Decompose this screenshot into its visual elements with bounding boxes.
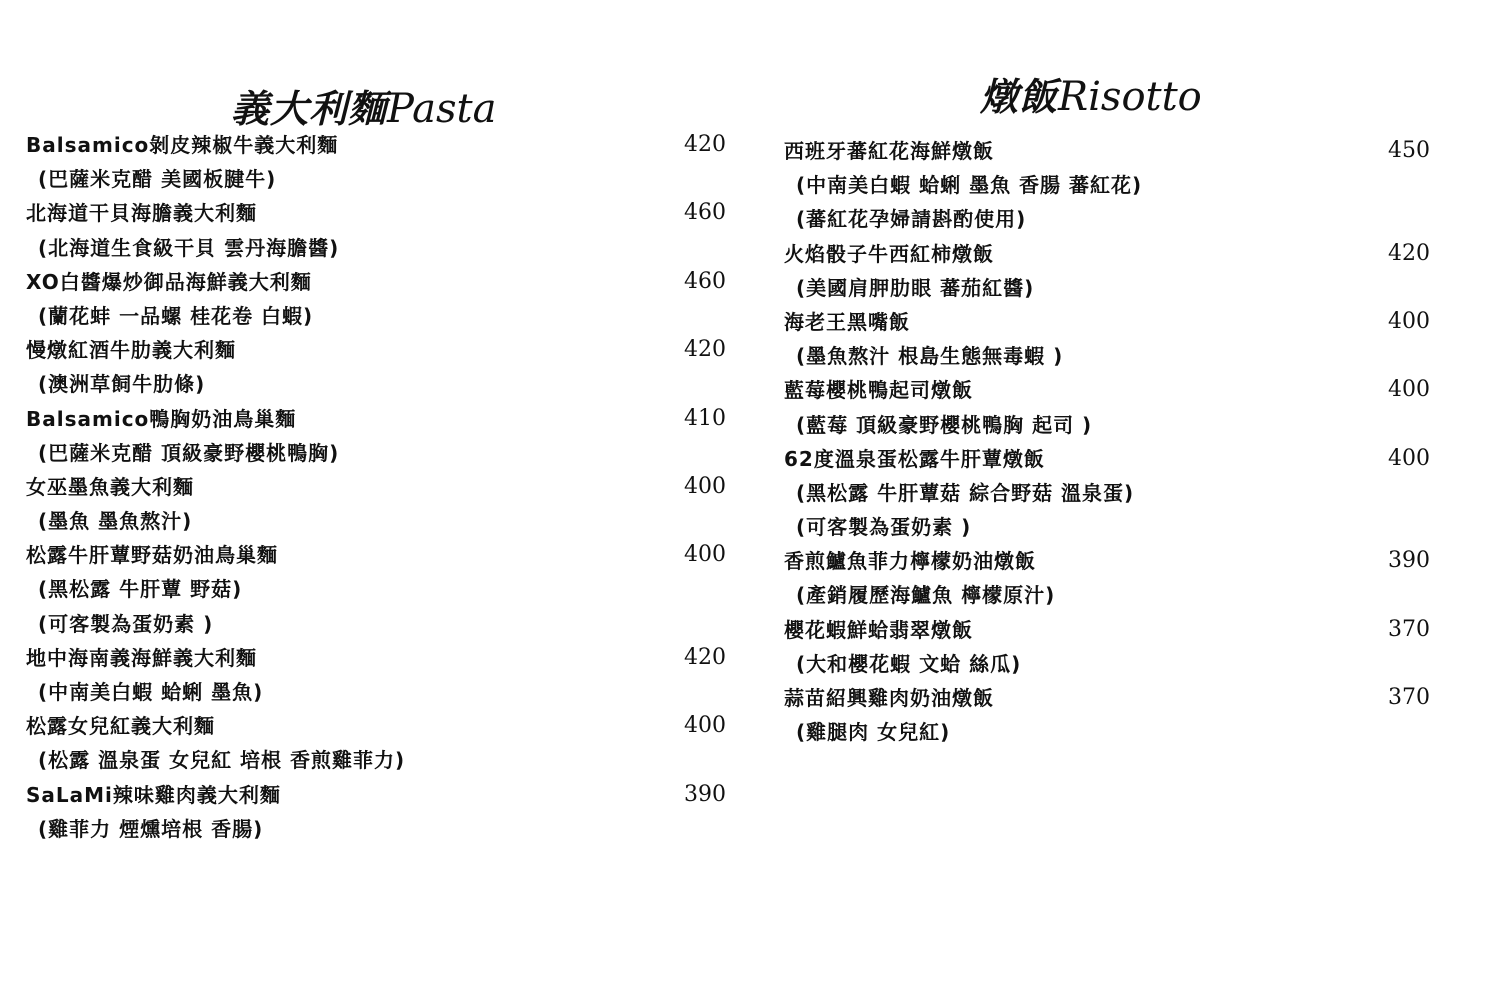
- menu-item: [784, 305, 1430, 373]
- menu-item-ingredients: (北海道生食級干貝 雲丹海膽醬): [38, 235, 340, 260]
- menu-item: [26, 470, 726, 538]
- menu-item: [26, 641, 726, 709]
- menu-item-ingredients: (黑松露 牛肝蕈菇 綜合野菇 溫泉蛋): [796, 480, 1135, 505]
- menu-item-row: [26, 402, 726, 436]
- menu-item-ingredients: (黑松露 牛肝蕈 野菇): [38, 577, 243, 602]
- menu-item-row: [26, 333, 726, 367]
- menu-item-ingredients: (墨魚 墨魚熬汁): [38, 509, 193, 534]
- menu-item-ingredients: (巴薩米克醋 美國板腱牛): [38, 167, 277, 192]
- menu-item-row: [26, 470, 726, 504]
- menu-item: [26, 265, 726, 333]
- menu-item: [784, 681, 1430, 749]
- menu-item-name: 北海道干貝海膽義大利麵: [26, 201, 257, 226]
- menu-item-row: [784, 305, 1430, 339]
- menu-item-name: XO白醬爆炒御品海鮮義大利麵: [26, 269, 312, 294]
- menu-item-price: 400: [684, 542, 726, 568]
- menu-item-name: Balsamico鴨胸奶油鳥巢麵: [26, 406, 297, 431]
- menu-item-price: 450: [1388, 138, 1430, 163]
- menu-item-row: [784, 134, 1430, 168]
- menu-item-ingredients: (產銷履歷海鱸魚 檸檬原汁): [796, 583, 1056, 608]
- menu-item-name: 松露牛肝蕈野菇奶油鳥巢麵: [26, 543, 278, 568]
- risotto-heading-zh: 燉飯: [980, 75, 1059, 119]
- menu-item-row: [784, 373, 1430, 407]
- menu-item-name: Balsamico剝皮辣椒牛義大利麵: [26, 133, 339, 157]
- menu-item: [26, 402, 726, 470]
- menu-item: [26, 778, 726, 846]
- menu-item-ingredients: (雞腿肉 女兒紅): [796, 720, 951, 745]
- menu-item-name: 藍莓櫻桃鴨起司燉飯: [784, 378, 973, 403]
- menu-item-ingredients: (可客製為蛋奶素 ): [38, 611, 214, 636]
- menu-item-ingredients: (大和櫻花蝦 文蛤 絲瓜): [796, 651, 1022, 676]
- menu-item-ingredients: (松露 溫泉蛋 女兒紅 培根 香煎雞菲力): [38, 748, 406, 773]
- menu-item-price: 400: [684, 713, 726, 739]
- menu-item-ingredients: (美國肩胛肋眼 蕃茄紅醬): [796, 275, 1035, 300]
- menu-item-row: [784, 681, 1430, 715]
- pasta-heading-en: Pasta: [387, 86, 497, 132]
- menu-item: [784, 134, 1430, 237]
- menu-item-ingredients: (澳洲草飼牛肋條): [38, 372, 206, 397]
- menu-item-name: 女巫墨魚義大利麵: [26, 474, 194, 499]
- pasta-heading-zh: 義大利麵: [231, 87, 388, 131]
- menu-item-name: 蒜苗紹興雞肉奶油燉飯: [784, 686, 994, 710]
- menu-item-ingredients: (中南美白蝦 蛤蜊 墨魚 香腸 蕃紅花): [796, 173, 1143, 198]
- menu-item-price: 390: [1388, 548, 1430, 574]
- menu-item-name: 櫻花蝦鮮蛤翡翠燉飯: [784, 617, 973, 642]
- menu-item-price: 400: [1388, 445, 1430, 471]
- menu-item: [784, 613, 1430, 681]
- menu-item-ingredients: (可客製為蛋奶素 ): [796, 515, 972, 540]
- menu-item-name: SaLaMi辣味雞肉義大利麵: [26, 782, 281, 807]
- menu-item-name: 慢燉紅酒牛肋義大利麵: [26, 338, 236, 363]
- menu-item-ingredients: (蘭花蚌 一品螺 桂花卷 白蝦): [38, 303, 314, 328]
- menu-item-row: [26, 538, 726, 572]
- pasta-heading: [231, 78, 496, 133]
- menu-item-price: 460: [684, 268, 726, 294]
- menu-item-price: 460: [684, 200, 726, 226]
- risotto-heading: [980, 66, 1202, 121]
- menu-item-row: [784, 442, 1430, 476]
- menu-item-name: 62度溫泉蛋松露牛肝蕈燉飯: [784, 446, 1045, 471]
- menu-item-price: 390: [684, 781, 726, 807]
- menu-item-name: 松露女兒紅義大利麵: [26, 714, 215, 739]
- menu-item-row: [26, 128, 726, 162]
- menu-item-price: 370: [1388, 685, 1430, 710]
- menu-item-ingredients: (墨魚熬汁 根島生態無毒蝦 ): [796, 344, 1064, 369]
- menu-item-name: 西班牙蕃紅花海鮮燉飯: [784, 139, 994, 163]
- risotto-item-list: [784, 134, 1430, 749]
- menu-item: [784, 373, 1430, 441]
- menu-item-name: 地中海南義海鮮義大利麵: [26, 645, 257, 670]
- menu-item-price: 400: [684, 473, 726, 499]
- menu-item-row: [26, 641, 726, 675]
- pasta-item-list: [26, 128, 726, 846]
- menu-item-price: 420: [684, 337, 726, 363]
- menu-item-row: [26, 778, 726, 812]
- menu-item-price: 420: [1388, 240, 1430, 266]
- menu-item-row: [784, 544, 1430, 578]
- menu-item-row: [26, 709, 726, 743]
- menu-item: [26, 709, 726, 777]
- menu-item: [26, 128, 726, 196]
- menu-item-price: 400: [1388, 377, 1430, 403]
- menu-item-price: 370: [1388, 616, 1430, 642]
- menu-item: [784, 544, 1430, 612]
- menu-item: [26, 196, 726, 264]
- menu-item-ingredients: (巴薩米克醋 頂級豪野櫻桃鴨胸): [38, 440, 340, 465]
- menu-item-ingredients: (蕃紅花孕婦請斟酌使用): [796, 207, 1027, 232]
- menu-item: [26, 538, 726, 641]
- menu-item: [784, 237, 1430, 305]
- menu-item-price: 420: [684, 132, 726, 157]
- menu-item-row: [26, 265, 726, 299]
- menu-item: [784, 442, 1430, 545]
- menu-item-ingredients: (雞菲力 煙燻培根 香腸): [38, 816, 264, 841]
- menu-item-price: 410: [684, 405, 726, 431]
- menu-item-row: [26, 196, 726, 230]
- menu-item-row: [784, 613, 1430, 647]
- menu-item-price: 400: [1388, 308, 1430, 334]
- menu-item-price: 420: [684, 644, 726, 670]
- menu-item-ingredients: (藍莓 頂級豪野櫻桃鴨胸 起司 ): [796, 412, 1093, 437]
- risotto-heading-en: Risotto: [1058, 74, 1202, 120]
- menu-item-name: 香煎鱸魚菲力檸檬奶油燉飯: [784, 549, 1036, 574]
- menu-item: [26, 333, 726, 401]
- menu-item-name: 火焰骰子牛西紅柿燉飯: [784, 241, 994, 266]
- menu-item-ingredients: (中南美白蝦 蛤蜊 墨魚): [38, 680, 264, 704]
- menu-item-name: 海老王黑嘴飯: [784, 309, 910, 334]
- menu-item-row: [784, 237, 1430, 271]
